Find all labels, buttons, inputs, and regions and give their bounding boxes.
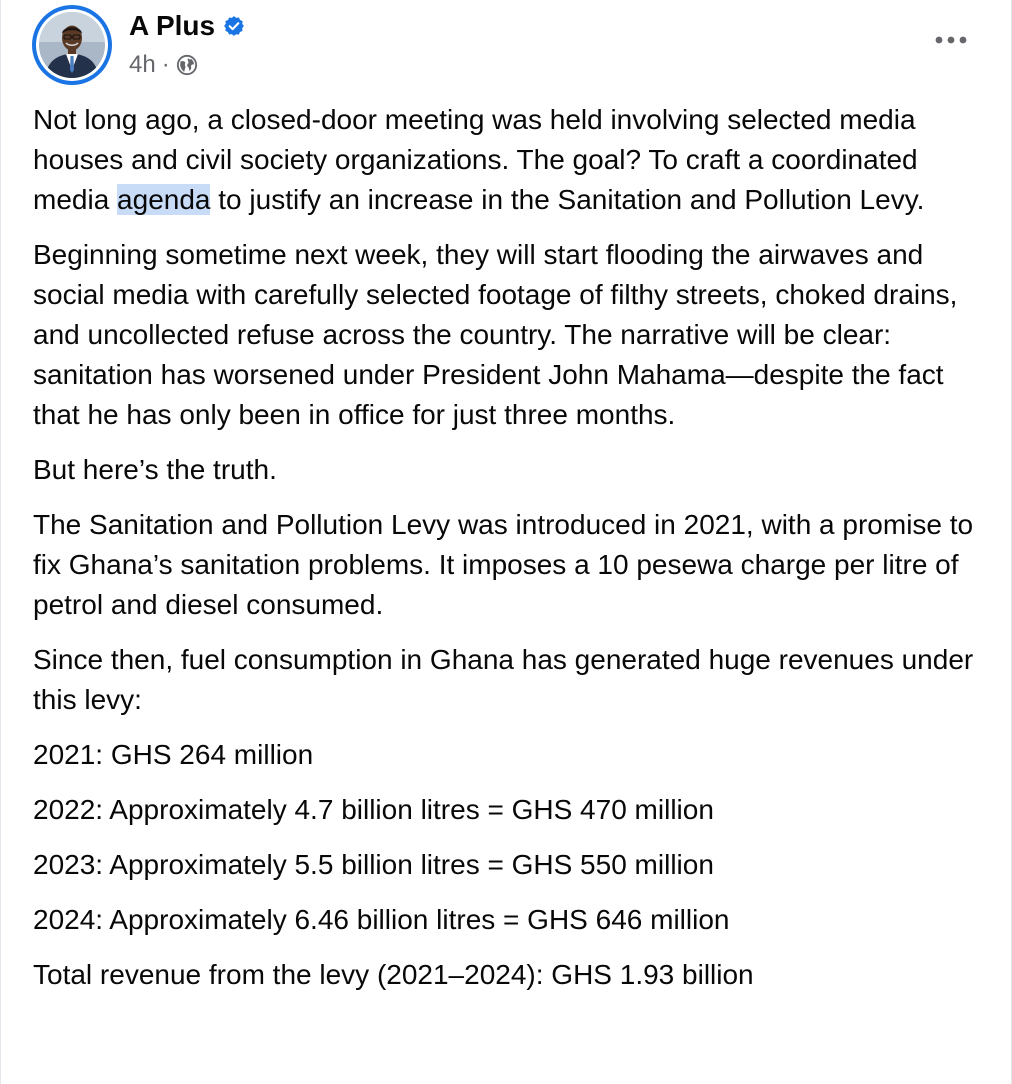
avatar[interactable] [32,5,112,85]
meta-separator: · [161,51,170,78]
revenue-total: Total revenue from the levy (2021–2024): GHS 1.93 billion [33,959,754,990]
post-paragraph-1 [33,100,983,220]
post-text [33,100,983,1010]
highlighted-word: agenda [117,184,211,215]
post-paragraph-2: Beginning sometime next week, they will start flooding the airwaves and social media with carefully selected footage of filthy streets, choked drains, and uncollected refuse across the country. The narrative will be clear: sanitation has worsened under President John Mahama—despite the fact that he has only been in office for just three months. [33,239,958,430]
post-meta [129,48,198,82]
revenue-line-2021: 2021: GHS 264 million [33,739,314,770]
p1-before: Not long ago, a closed-door meeting was held involving selected media houses and civil society organizations. The goal? To craft a coordinated media [33,104,918,215]
author-name[interactable]: A Plus [129,10,216,41]
p1-after: to justify an increase in the Sanitation and Pollution Levy. [210,184,925,215]
globe-icon[interactable] [176,54,198,76]
verified-badge-icon [223,15,245,37]
revenue-line-2024: 2024: Approximately 6.46 billion litres = GHS 646 million [33,904,730,935]
author-row [129,6,245,46]
more-options-button[interactable] [931,26,971,54]
more-options-icon [935,36,967,44]
avatar-image [39,12,105,78]
avatar-photo [36,9,108,81]
post-timestamp[interactable]: 4h [129,51,156,78]
post-paragraph-3: But here’s the truth. [33,454,277,485]
revenue-line-2022: 2022: Approximately 4.7 billion litres = GHS 470 million [33,794,714,825]
revenue-line-2023: 2023: Approximately 5.5 billion litres = GHS 550 million [33,849,714,880]
post-paragraph-5: Since then, fuel consumption in Ghana has generated huge revenues under this levy: [33,644,974,715]
post-paragraph-4: The Sanitation and Pollution Levy was introduced in 2021, with a promise to fix Ghana’s sanitation problems. It imposes a 10 pesewa charge per litre of petrol and diesel consumed. [33,509,974,620]
